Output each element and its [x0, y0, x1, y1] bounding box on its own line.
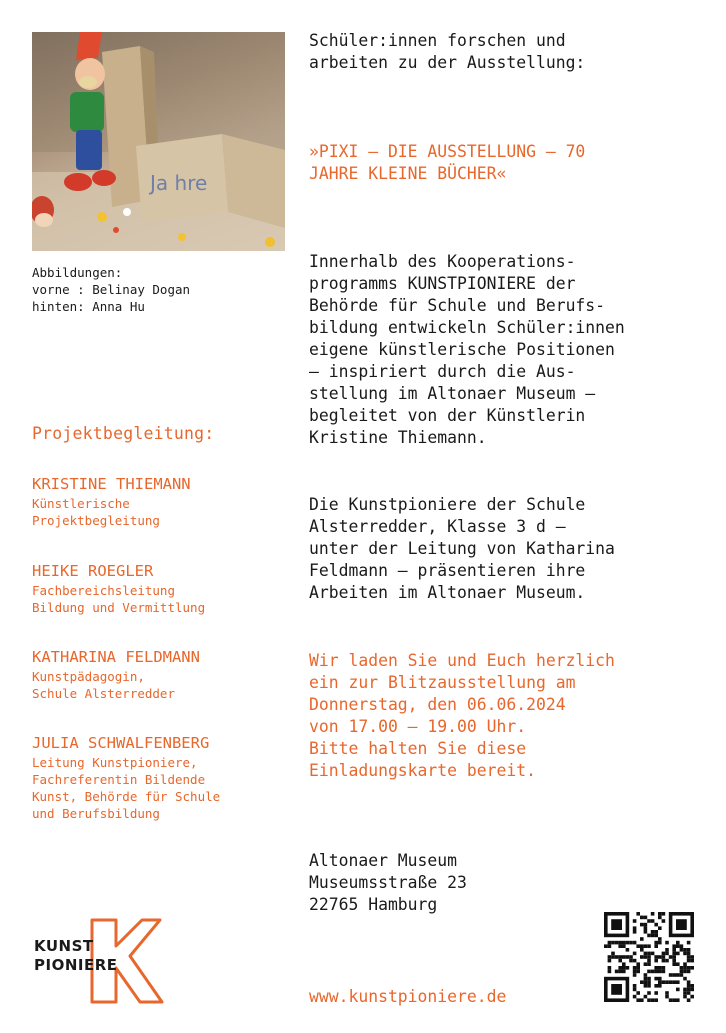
person-role: Leitung Kunstpioniere, Fachreferentin Bildende Kunst, Behörde für Schule und Berufsbildung	[32, 755, 221, 821]
person-name: JULIA SCHWALFENBERG	[32, 734, 210, 752]
person-entry	[32, 647, 282, 702]
invitation-text: Wir laden Sie und Euch herzlich ein zur Blitzausstellung am Donnerstag, den 06.06.2024 von 17.00 – 19.00 Uhr. Bitte halten Sie diese Einladungskarte bereit.	[309, 651, 615, 780]
credits-back: hinten: Anna Hu	[32, 299, 145, 314]
person-entry	[32, 474, 282, 529]
cardboard-writing: Ja hre	[150, 171, 208, 195]
exhibition-title: »PIXI – DIE AUSSTELLUNG – 70 JAHRE KLEINE BÜCHER«	[309, 142, 586, 183]
intro-text: Schüler:innen forschen und arbeiten zu der Ausstellung:	[309, 31, 586, 72]
credits-front: vorne : Belinay Dogan	[32, 282, 191, 297]
project-heading: Projektbegleitung:	[32, 424, 215, 443]
artwork-photo	[32, 32, 285, 251]
person-name: HEIKE ROEGLER	[32, 562, 154, 580]
image-credits	[32, 264, 190, 315]
person-name: KATHARINA FELDMANN	[32, 648, 200, 666]
person-entry	[32, 733, 282, 822]
logo-line1: KUNST	[34, 937, 94, 955]
website-link[interactable]: www.kunstpioniere.de	[309, 987, 507, 1006]
museum-address: Altonaer Museum Museumsstraße 23 22765 Hamburg	[309, 851, 467, 914]
program-description: Innerhalb des Kooperations- programms KUNSTPIONIERE der Behörde für Schule und Berufs- bildung entwickeln Schüler:innen eigene künstlerische Positionen – inspiriert durch die Aus- stellung im Altonaer Museum – begleitet von der Künstlerin Kristine Thiemann.	[309, 252, 625, 447]
person-role: Künstlerische Projektbegleitung	[32, 496, 160, 528]
logo-line2: PIONIERE	[34, 956, 118, 974]
person-role: Kunstpädagogin, Schule Alsterredder	[32, 669, 175, 701]
person-name: KRISTINE THIEMANN	[32, 475, 191, 493]
qr-code[interactable]	[604, 912, 694, 1002]
person-entry	[32, 561, 282, 616]
credits-label: Abbildungen:	[32, 265, 123, 280]
person-role: Fachbereichsleitung Bildung und Vermittlung	[32, 583, 206, 615]
class-description: Die Kunstpioniere der Schule Alsterredder, Klasse 3 d – unter der Leitung von Katharina Feldmann – präsentieren ihre Arbeiten im Altonaer Museum.	[309, 495, 615, 602]
kunstpioniere-logo	[30, 918, 165, 1004]
